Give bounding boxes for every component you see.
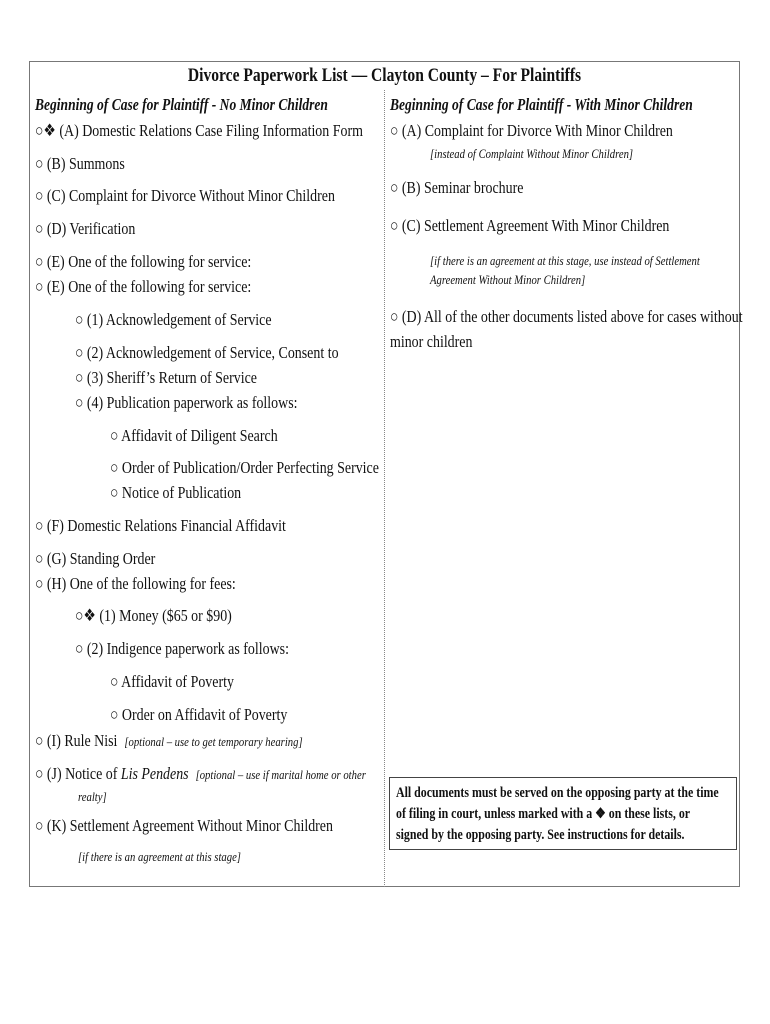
item-k: ○ (K) Settlement Agreement Without Minor Children	[35, 816, 333, 835]
item-e-repeat: ○ (E) One of the following for service:	[35, 277, 252, 296]
item-j-label: ○ (J) Notice of	[35, 764, 121, 783]
right-item-d: ○ (D) All of the other documents listed above for cases without	[390, 307, 743, 326]
item-f: ○ (F) Domestic Relations Financial Affidavit	[35, 516, 286, 535]
right-item-b: ○ (B) Seminar brochure	[390, 178, 524, 197]
item-e-4a: ○ Affidavit of Diligent Search	[110, 426, 278, 445]
right-item-d-cont: minor children	[390, 332, 473, 351]
right-item-c-note: [if there is an agreement at this stage, use instead of Settlement	[430, 253, 700, 268]
item-g: ○ (G) Standing Order	[35, 549, 156, 568]
item-h: ○ (H) One of the following for fees:	[35, 574, 236, 593]
item-d: ○ (D) Verification	[35, 219, 136, 238]
right-item-c-note-cont: Agreement Without Minor Children]	[430, 272, 586, 287]
right-item-a: ○ (A) Complaint for Divorce With Minor Children	[390, 121, 673, 140]
right-item-c: ○ (C) Settlement Agreement With Minor Children	[390, 216, 670, 235]
item-e-4b: ○ Order of Publication/Order Perfecting Service	[110, 458, 379, 477]
left-heading: Beginning of Case for Plaintiff - No Minor Children	[35, 95, 328, 114]
right-heading: Beginning of Case for Plaintiff - With Minor Children	[390, 95, 693, 114]
item-e-2: ○ (2) Acknowledgement of Service, Consent to	[75, 343, 339, 362]
item-j	[35, 764, 366, 784]
column-divider	[384, 90, 385, 887]
item-b: ○ (B) Summons	[35, 154, 125, 173]
service-note-box	[389, 777, 737, 850]
item-i-label: ○ (I) Rule Nisi	[35, 731, 118, 750]
item-e-3: ○ (3) Sheriff’s Return of Service	[75, 368, 257, 387]
page-title: Divorce Paperwork List — Clayton County – For Plaintiffs	[187, 65, 582, 86]
item-j-note-cont: realty]	[78, 789, 107, 804]
item-e-4c: ○ Notice of Publication	[110, 483, 242, 502]
item-e-4: ○ (4) Publication paperwork as follows:	[75, 393, 298, 412]
item-e: ○ (E) One of the following for service:	[35, 252, 252, 271]
item-h-2b: ○ Order on Affidavit of Poverty	[110, 705, 288, 724]
item-a: ○❖ (A) Domestic Relations Case Filing Information Form	[35, 121, 363, 140]
right-item-a-note: [instead of Complaint Without Minor Children]	[430, 146, 634, 161]
item-j-note: [optional – use if marital home or other	[195, 767, 366, 782]
item-k-note: [if there is an agreement at this stage]	[78, 849, 241, 864]
item-c: ○ (C) Complaint for Divorce Without Minor Children	[35, 186, 335, 205]
item-e-1: ○ (1) Acknowledgement of Service	[75, 310, 272, 329]
item-i	[35, 731, 303, 751]
item-i-note: [optional – use to get temporary hearing]	[124, 734, 303, 749]
item-h-2a: ○ Affidavit of Poverty	[110, 672, 234, 691]
item-h-2: ○ (2) Indigence paperwork as follows:	[75, 639, 289, 658]
item-j-lis-pendens: Lis Pendens	[120, 764, 189, 783]
service-note-text: All documents must be served on the opposing party at the time of filing in court, unless marked with a ❖ on these lists, or signed by the opposing party. See instructions for details.	[396, 785, 719, 843]
item-h-1: ○❖ (1) Money ($65 or $90)	[75, 606, 232, 625]
